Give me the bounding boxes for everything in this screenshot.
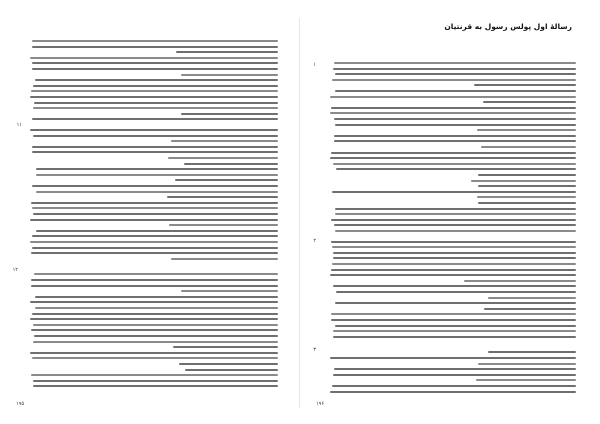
- text-line: [333, 257, 576, 259]
- section-marker-12: ۱۲: [12, 267, 18, 273]
- text-line: [32, 46, 278, 48]
- text-line: [331, 269, 576, 271]
- text-line: [168, 157, 278, 159]
- right-page: [300, 0, 600, 424]
- text-line: [331, 313, 576, 315]
- text-line: [332, 385, 576, 387]
- text-line: [335, 208, 576, 210]
- text-line: [334, 118, 576, 120]
- text-line: [334, 62, 576, 64]
- text-line: [167, 196, 278, 198]
- text-line: [36, 230, 278, 232]
- text-line: [36, 174, 278, 176]
- text-line: [484, 308, 576, 310]
- text-line: [32, 146, 278, 148]
- text-line: [333, 374, 576, 376]
- text-line: [33, 213, 278, 215]
- text-line: [30, 241, 278, 243]
- text-line: [333, 336, 576, 338]
- text-line: [333, 285, 576, 287]
- text-line: [185, 369, 278, 371]
- text-line: [32, 357, 278, 359]
- text-line: [334, 140, 576, 142]
- section-marker-1: ۱: [313, 62, 316, 68]
- text-line: [481, 146, 576, 148]
- text-line: [33, 107, 278, 109]
- text-line: [471, 180, 576, 182]
- text-line: [35, 79, 278, 81]
- text-line: [33, 324, 278, 326]
- text-line: [330, 274, 576, 276]
- page-title: رسالهٔ اول پولس رسول به قرنتیان: [444, 22, 572, 31]
- text-line: [33, 385, 278, 387]
- text-line: [32, 68, 278, 70]
- text-line: [31, 90, 278, 92]
- text-line: [334, 368, 576, 370]
- text-line: [332, 79, 576, 81]
- text-line: [335, 73, 576, 75]
- text-line: [31, 279, 278, 281]
- text-line: [34, 102, 278, 104]
- text-line: [30, 301, 278, 303]
- text-line: [333, 330, 576, 332]
- text-line: [32, 235, 278, 237]
- text-line: [32, 40, 278, 42]
- text-line: [464, 280, 576, 282]
- text-line: [330, 157, 576, 159]
- text-line: [478, 185, 576, 187]
- text-line: [176, 51, 278, 53]
- text-line: [335, 325, 576, 327]
- text-line: [31, 252, 278, 254]
- text-line: [334, 224, 576, 226]
- text-line: [36, 168, 278, 170]
- text-line: [34, 335, 278, 337]
- text-line: [30, 129, 278, 131]
- text-line: [332, 263, 576, 265]
- text-line: [335, 124, 576, 126]
- text-line: [478, 202, 576, 204]
- text-line: [335, 90, 576, 92]
- text-line: [334, 135, 576, 137]
- section-marker-11: ۱۱: [16, 122, 22, 128]
- text-line: [181, 290, 278, 292]
- text-line: [331, 107, 576, 109]
- text-line: [478, 363, 576, 365]
- text-line: [31, 285, 278, 287]
- text-line: [335, 213, 576, 215]
- text-line: [488, 297, 576, 299]
- text-line: [33, 341, 278, 343]
- text-line: [330, 96, 576, 98]
- text-line: [32, 313, 278, 315]
- text-line: [33, 85, 278, 87]
- section-marker-3: ۳: [313, 347, 316, 353]
- text-line: [331, 152, 576, 154]
- text-line: [181, 113, 278, 115]
- text-line: [333, 163, 576, 165]
- text-line: [33, 380, 278, 382]
- text-line: [333, 252, 576, 254]
- text-line: [330, 391, 576, 393]
- text-line: [477, 129, 576, 131]
- text-line: [35, 307, 278, 309]
- text-line: [169, 224, 278, 226]
- text-line: [31, 374, 278, 376]
- text-line: [331, 219, 576, 221]
- text-line: [32, 62, 278, 64]
- text-line: [32, 118, 278, 120]
- text-line: [335, 302, 576, 304]
- text-line: [32, 151, 278, 153]
- text-line: [336, 168, 576, 170]
- text-line: [35, 296, 278, 298]
- text-line: [30, 96, 278, 98]
- text-line: [34, 273, 278, 275]
- text-line: [333, 68, 576, 70]
- text-line: [31, 329, 278, 331]
- text-line: [483, 101, 576, 103]
- text-line: [32, 247, 278, 249]
- text-line: [31, 202, 278, 204]
- text-line: [477, 196, 576, 198]
- text-line: [335, 230, 576, 232]
- text-line: [330, 112, 576, 114]
- text-line: [474, 84, 576, 86]
- text-line: [33, 135, 278, 137]
- text-line: [30, 219, 278, 221]
- text-line: [332, 191, 576, 193]
- text-line: [30, 57, 278, 59]
- right-page-number: ۱۹۶: [316, 401, 325, 407]
- text-line: [171, 258, 278, 260]
- text-line: [175, 179, 278, 181]
- text-line: [171, 140, 278, 142]
- text-line: [30, 352, 278, 354]
- text-line: [32, 207, 278, 209]
- left-page-number: ۱۹۵: [16, 401, 25, 407]
- text-line: [330, 357, 576, 359]
- text-line: [36, 191, 278, 193]
- text-line: [332, 246, 576, 248]
- text-line: [184, 163, 278, 165]
- text-line: [488, 351, 576, 353]
- text-line: [30, 318, 278, 320]
- text-line: [173, 346, 278, 348]
- text-line: [32, 185, 278, 187]
- text-line: [336, 291, 576, 293]
- text-line: [179, 363, 278, 365]
- text-line: [331, 319, 576, 321]
- text-line: [181, 74, 278, 76]
- text-line: [478, 174, 576, 176]
- section-marker-2: ۲: [313, 238, 316, 244]
- text-line: [476, 379, 576, 381]
- text-line: [331, 241, 576, 243]
